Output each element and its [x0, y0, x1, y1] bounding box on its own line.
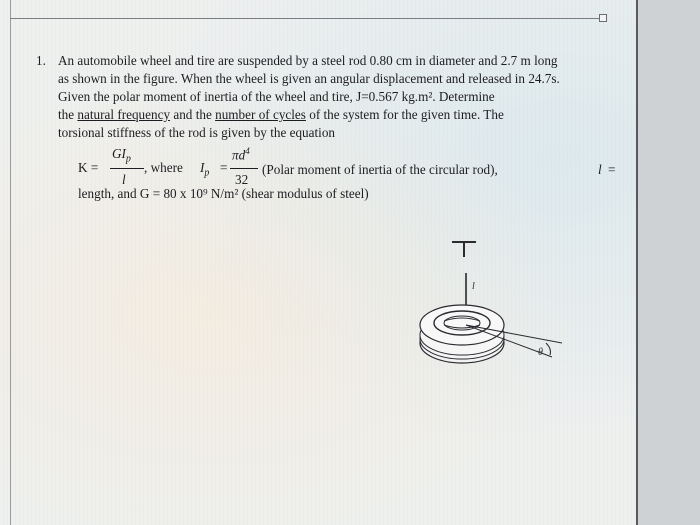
ip-subscript: p — [204, 167, 210, 179]
ip-text: I — [200, 160, 205, 175]
line4-text-c: of the system for the given time. The — [305, 107, 504, 122]
corner-checkbox-icon — [599, 14, 607, 22]
k-num-subscript: p — [125, 153, 131, 165]
problem-line-3: Given the polar moment of inertia of the wheel and tire, J=0.567 kg.m². Determine — [58, 89, 495, 104]
formula-line-2: length, and G = 80 x 10⁹ N/m² (shear modulus of steel) — [78, 186, 369, 201]
problem-statement — [36, 52, 606, 142]
k-fraction-bar — [110, 168, 144, 169]
page-top-border — [10, 18, 606, 19]
stiffness-equation — [78, 146, 618, 201]
ip-description: (Polar moment of inertia of the circular rod), — [262, 162, 498, 177]
k-numerator — [112, 146, 131, 165]
ip-fraction-bar — [230, 168, 258, 169]
k-denominator: l — [122, 172, 126, 187]
rod-length-label: l — [472, 281, 475, 292]
ip-numerator — [232, 146, 250, 163]
where-text: , where — [144, 160, 183, 175]
natural-frequency-underlined: natural frequency — [77, 107, 171, 122]
problem-line-5: torsional stiffness of the rod is given by the equation — [58, 125, 336, 140]
page-left-border — [10, 0, 11, 525]
ip-equals: = — [220, 160, 228, 175]
wheel-figure — [400, 235, 570, 375]
number-of-cycles-underlined: number of cycles — [215, 107, 306, 122]
k-lhs: K = — [78, 160, 99, 175]
problem-line-2: as shown in the figure. When the wheel is given an angular displacement and released in 24.7s. — [58, 71, 560, 86]
problem-line-1: An automobile wheel and tire are suspended by a steel rod 0.80 cm in diameter and 2.7 m long — [58, 53, 558, 68]
line4-text-a: the — [58, 107, 78, 122]
ip-denominator: 32 — [235, 172, 249, 187]
ip-num-superscript: 4 — [245, 146, 250, 156]
angle-theta-label: θ — [538, 347, 543, 358]
l-label: l — [598, 162, 602, 177]
k-num-text: GI — [112, 146, 126, 161]
line4-text-b: and the — [170, 107, 216, 122]
suspended-wheel-diagram — [400, 235, 570, 375]
ip-num-text: πd — [232, 147, 246, 163]
problem-number: 1. — [36, 53, 46, 68]
problem-line-4 — [58, 106, 606, 124]
l-equals: = — [608, 162, 616, 177]
angle-arc — [546, 343, 551, 355]
ip-symbol — [200, 160, 209, 179]
right-margin-area — [638, 0, 700, 525]
problem-text — [58, 52, 606, 142]
